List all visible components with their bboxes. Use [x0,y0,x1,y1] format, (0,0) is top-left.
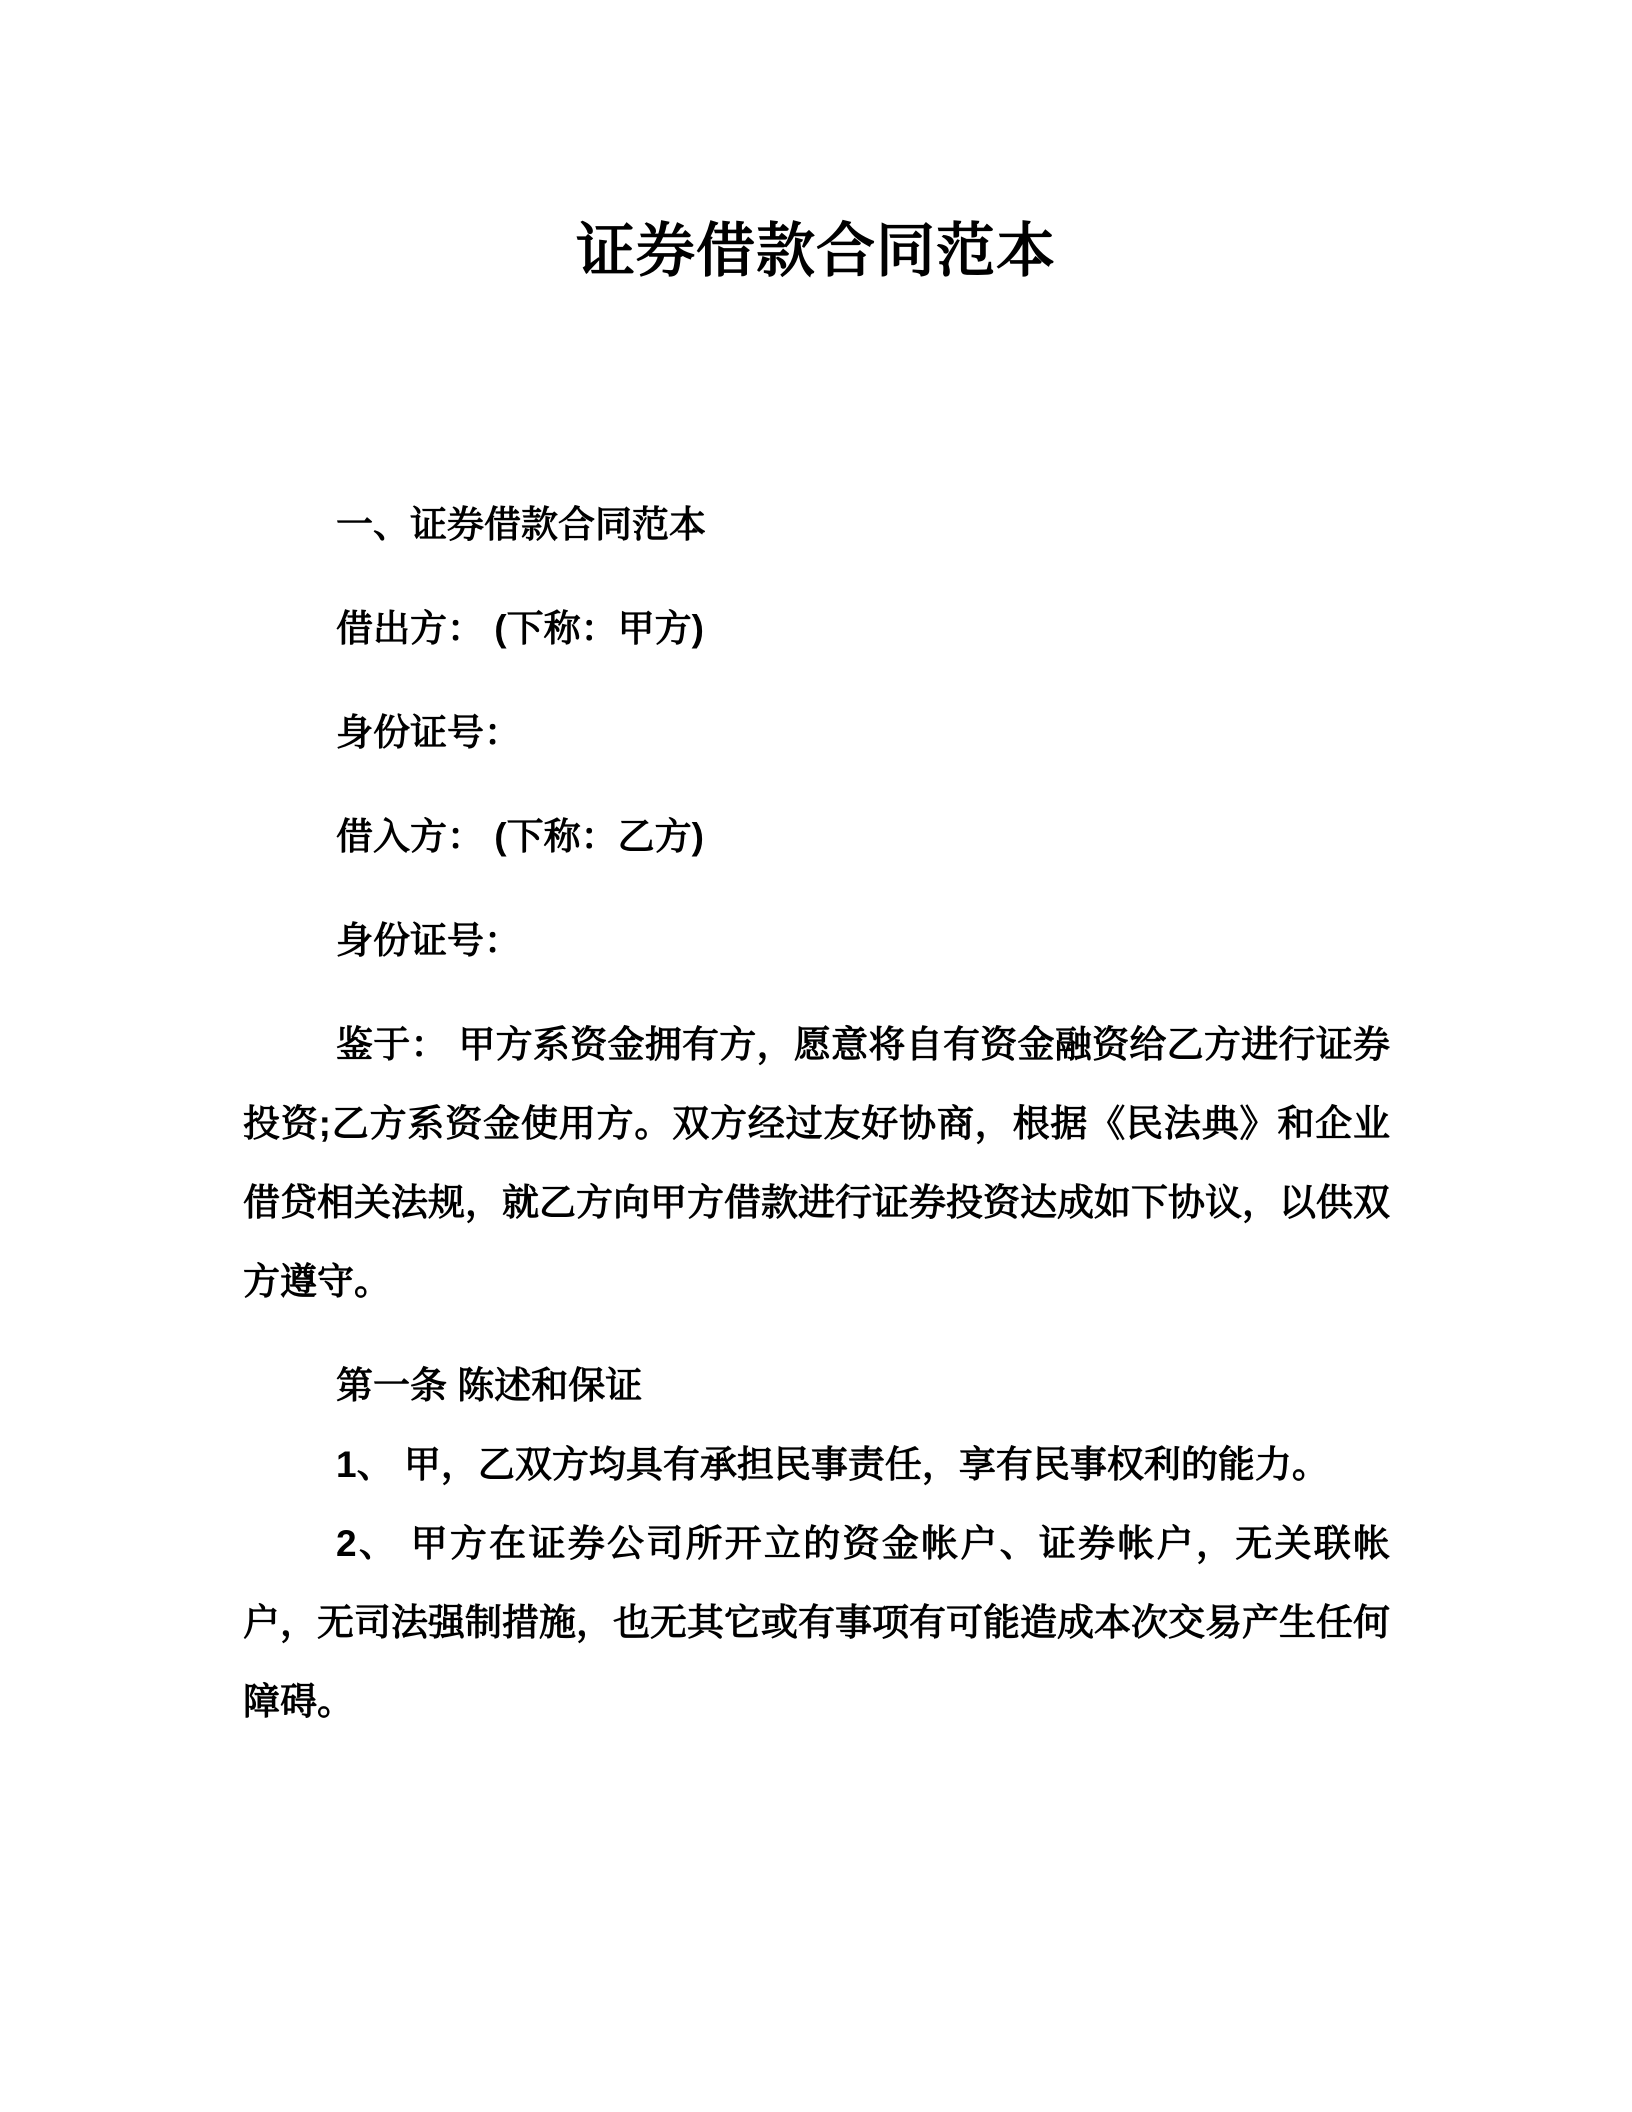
lender-line: 借出方： (下称：甲方) [336,608,704,649]
article-1-clause-1: 1、 甲，乙双方均具有承担民事责任，享有民事权利的能力。 [336,1444,1329,1485]
document-title: 证券借款合同范本 [575,218,1056,284]
article-1-clause-2: 2、 甲方在证券公司所开立的资金帐户、证券帐户，无关联帐户，无司法强制措施，也无其它或有事项有可能造成本次交易产生任何障碍。 [243,1523,1390,1722]
document-body [243,485,1390,1741]
borrower-line: 借入方： (下称：乙方) [336,816,704,857]
lender-id-line: 身份证号： [336,712,521,753]
article-1-heading: 第一条 陈述和保证 [336,1365,643,1406]
borrower-id-line: 身份证号： [336,920,521,961]
section-heading: 一、证券借款合同范本 [336,504,706,545]
whereas-paragraph: 鉴于： 甲方系资金拥有方，愿意将自有资金融资给乙方进行证券投资;乙方系资金使用方。双方经过友好协商，根据《民法典》和企业借贷相关法规，就乙方向甲方借款进行证券投资达成如下协议，以供双方遵守。 [243,1024,1390,1302]
